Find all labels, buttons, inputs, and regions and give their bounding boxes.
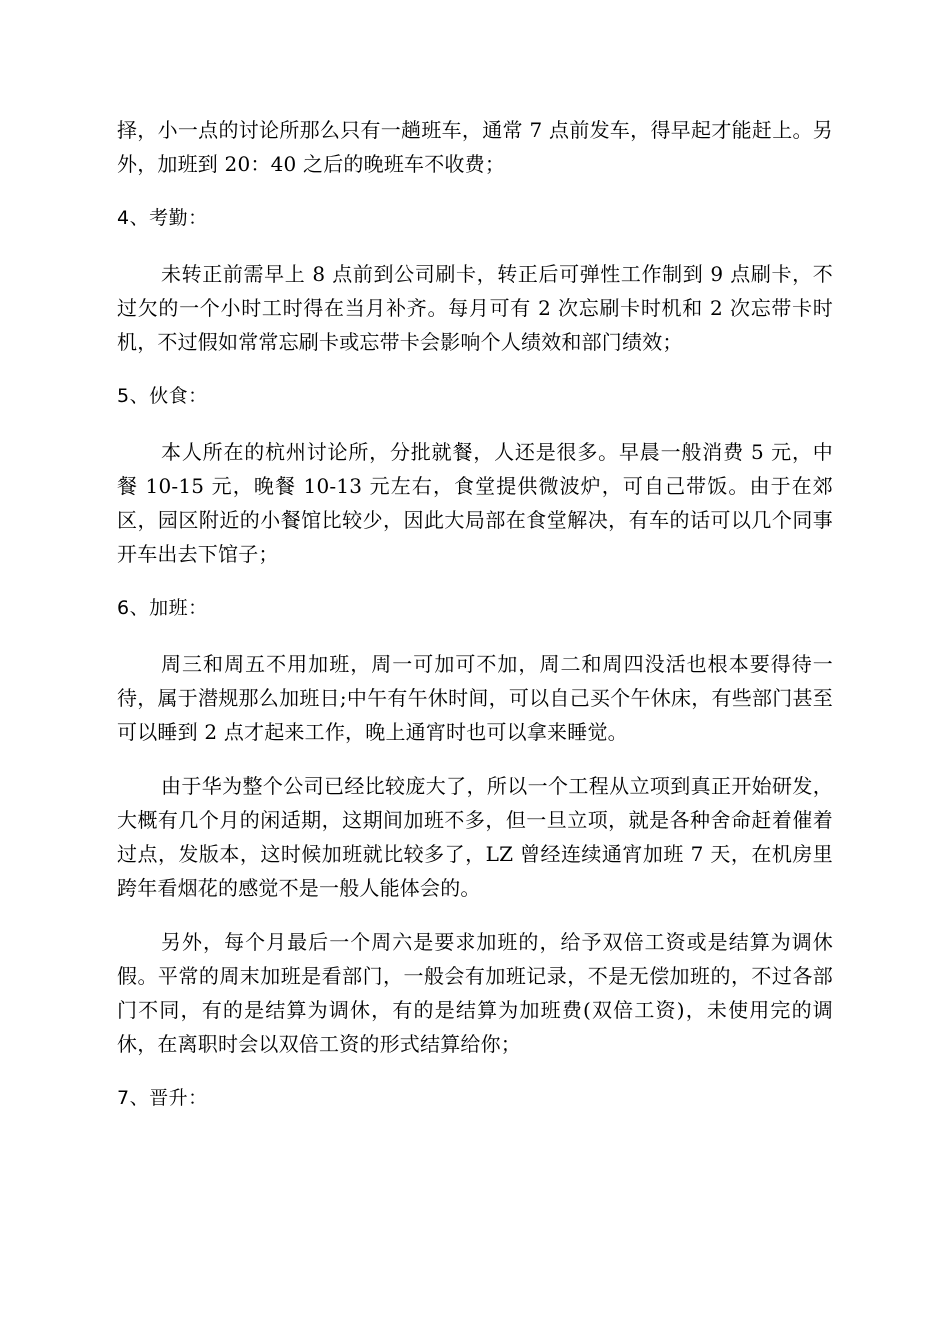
heading-overtime: 6、加班：: [117, 597, 208, 619]
paragraph-attendance: 未转正前需早上 8 点前到公司刷卡，转正后可弹性工作制到 9 点刷卡，不过欠的一个小时工时得在当月补齐。每月可有 2 次忘刷卡时机和 2 次忘带卡时机，不过假如常常忘刷卡或忘带卡会影响个人绩效和部门绩效；: [117, 262, 833, 354]
paragraph-overtime-projects: 由于华为整个公司已经比较庞大了，所以一个工程从立项到真正开始研发，大概有几个月的闲适期，这期间加班不多，但一旦立项，就是各种舍命赶着催着过点，发版本，这时候加班就比较多了，LZ 曾经连续通宵加班 7 天，在机房里跨年看烟花的感觉不是一般人能体会的。: [117, 774, 833, 900]
heading-attendance: 4、考勤：: [117, 207, 208, 229]
paragraph-overtime-schedule: 周三和周五不用加班，周一可加可不加，周二和周四没活也根本要得待一待，属于潜规那么加班日;中午有午休时间，可以自己买个午休床，有些部门甚至可以睡到 2 点才起来工作，晚上通宵时也可以拿来睡觉。: [117, 652, 833, 744]
heading-meals: 5、伙食：: [117, 385, 208, 407]
heading-promotion: 7、晋升：: [117, 1087, 208, 1109]
document-body: [117, 113, 833, 1115]
paragraph-commute: 择，小一点的讨论所那么只有一趟班车，通常 7 点前发车，得早起才能赶上。另外，加班到 20：40 之后的晚班车不收费；: [117, 118, 833, 176]
paragraph-overtime-pay: 另外，每个月最后一个周六是要求加班的，给予双倍工资或是结算为调休假。平常的周末加班是看部门，一般会有加班记录，不是无偿加班的，不过各部门不同，有的是结算为调休，有的是结算为加班费(双倍工资)，未使用完的调休，在离职时会以双倍工资的形式结算给你；: [117, 930, 833, 1056]
paragraph-meals: 本人所在的杭州讨论所，分批就餐，人还是很多。早晨一般消费 5 元，中餐 10-15 元，晚餐 10-13 元左右，食堂提供微波炉，可自己带饭。由于在郊区，园区附近的小餐馆比较少，因此大局部在食堂解决，有车的话可以几个同事开车出去下馆子；: [117, 440, 833, 566]
